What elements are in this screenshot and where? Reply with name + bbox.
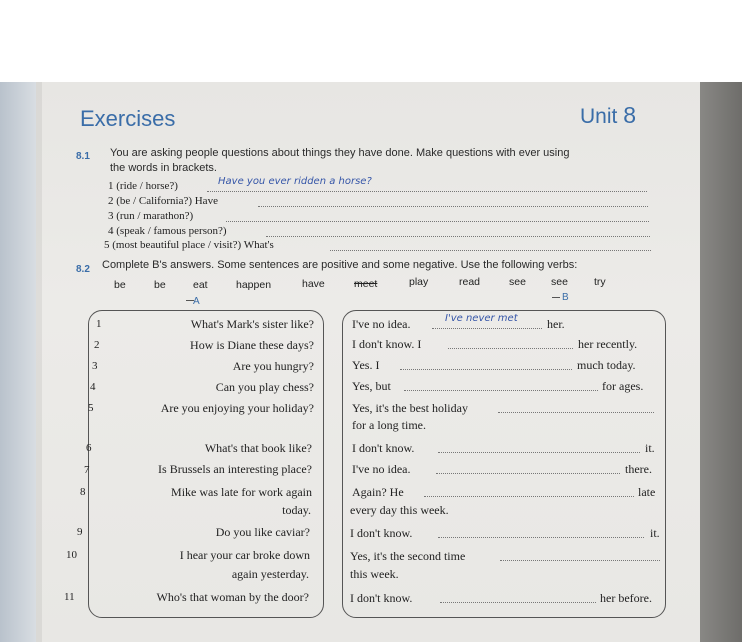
row-number: 7 [84, 464, 90, 476]
question-a: Are you hungry? [232, 359, 314, 373]
row-number: 3 [92, 360, 98, 372]
blank-line[interactable] [498, 412, 654, 413]
question-item: 3 (run / marathon?) [108, 210, 194, 222]
row-number: 11 [64, 591, 75, 603]
answer-b-end: late [638, 485, 656, 499]
answer-b-end: for ages. [602, 379, 644, 393]
column-b-label: B [562, 292, 569, 303]
exercise-number: 8.2 [76, 264, 90, 275]
blank-line[interactable] [440, 602, 596, 603]
question-a: What's Mark's sister like? [190, 317, 314, 331]
row-number: 5 [88, 402, 94, 414]
answer-b: Yes. I [352, 358, 380, 372]
answer-b: I don't know. [350, 526, 413, 540]
label-tick [186, 300, 194, 307]
question-item: 2 (be / California?) Have [108, 195, 218, 207]
verb-option: have [302, 278, 325, 290]
desk-left [0, 82, 36, 642]
question-a: Who's that woman by the door? [156, 590, 309, 604]
answer-b: I've no idea. [352, 317, 411, 331]
exercise-instruction: You are asking people questions about things they have done. Make questions with ever using [110, 147, 570, 159]
blank-line[interactable] [438, 537, 644, 538]
label-tick [552, 297, 560, 304]
answer-b: I don't know. [352, 441, 415, 455]
page-gutter-shadow [36, 82, 42, 642]
verb-option: read [459, 276, 481, 288]
question-a: How is Diane these days? [190, 338, 314, 352]
blank-line[interactable] [432, 328, 542, 329]
answer-line[interactable] [226, 221, 649, 222]
question-a-line2: again yesterday. [231, 567, 309, 581]
blank-line[interactable] [438, 452, 640, 453]
verb-option: play [409, 276, 429, 288]
column-a-label: A [193, 296, 200, 307]
blank-line[interactable] [400, 369, 572, 370]
row-number: 8 [80, 486, 86, 498]
answer-b-end: there. [625, 462, 652, 476]
background-top [0, 0, 742, 82]
answer-b-end: it. [645, 441, 655, 455]
desk-right [698, 82, 742, 642]
answer-line[interactable] [207, 191, 647, 192]
question-a: What's that book like? [204, 441, 312, 455]
question-item: 4 (speak / famous person?) [108, 225, 227, 237]
answer-b: Yes, it's the best holiday [352, 401, 468, 415]
answer-line[interactable] [330, 250, 651, 251]
verb-option: see [509, 276, 526, 288]
verb-option: eat [193, 279, 208, 291]
verb-option: try [594, 276, 606, 288]
answer-b-end: her recently. [578, 337, 638, 351]
row-number: 4 [90, 381, 96, 393]
exercise-instruction: Complete B's answers. Some sentences are positive and some negative. Use the following verbs: [102, 259, 578, 271]
answer-b-line2: this week. [350, 567, 399, 581]
question-a: Are you enjoying your holiday? [160, 401, 314, 415]
question-a: Can you play chess? [215, 380, 314, 394]
answer-b: Yes, but [352, 379, 391, 393]
answer-b-end: it. [650, 526, 660, 540]
blank-line[interactable] [436, 473, 620, 474]
unit-heading [580, 102, 636, 129]
row-number: 10 [66, 549, 77, 561]
answer-b-line2: every day this week. [350, 503, 449, 517]
handwritten-answer: I've never met [445, 313, 518, 324]
verb-option: be [114, 279, 126, 291]
question-item: 1 (ride / horse?) [108, 180, 178, 192]
verb-option: happen [236, 279, 272, 291]
unit-number: 8 [623, 102, 636, 128]
row-number: 9 [77, 526, 83, 538]
blank-line[interactable] [404, 390, 598, 391]
answer-b-end: her. [547, 317, 565, 331]
question-a: Do you like caviar? [215, 525, 310, 539]
question-a-line2: today. [282, 503, 311, 517]
question-a: Is Brussels an interesting place? [158, 462, 312, 476]
verb-option: be [154, 279, 166, 291]
answer-b: I've no idea. [352, 462, 411, 476]
handwritten-answer: Have you ever ridden a horse? [218, 176, 372, 187]
exercise-number: 8.1 [76, 151, 90, 162]
question-a: Mike was late for work again [171, 485, 312, 499]
unit-label: Unit [580, 105, 618, 128]
row-number: 6 [86, 442, 92, 454]
answer-b: I don't know. [350, 591, 413, 605]
page-title: Exercises [80, 106, 176, 131]
question-item: 5 (most beautiful place / visit?) What's [104, 239, 274, 251]
row-number: 2 [94, 339, 100, 351]
answer-line[interactable] [266, 236, 650, 237]
blank-line[interactable] [500, 560, 660, 561]
answer-b-end: much today. [577, 358, 636, 372]
answer-b: Again? He [352, 485, 404, 499]
answer-b-end: her before. [600, 591, 652, 605]
verb-option-used: meet [354, 278, 378, 290]
blank-line[interactable] [448, 348, 573, 349]
exercise-instruction: the words in brackets. [110, 162, 217, 174]
question-a: I hear your car broke down [179, 548, 310, 562]
verb-option: see [551, 276, 568, 288]
row-number: 1 [96, 318, 102, 330]
blank-line[interactable] [424, 496, 634, 497]
answer-line[interactable] [258, 206, 648, 207]
answer-b-line2: for a long time. [352, 418, 426, 432]
answer-b: I don't know. I [352, 337, 422, 351]
answer-b: Yes, it's the second time [350, 549, 466, 563]
